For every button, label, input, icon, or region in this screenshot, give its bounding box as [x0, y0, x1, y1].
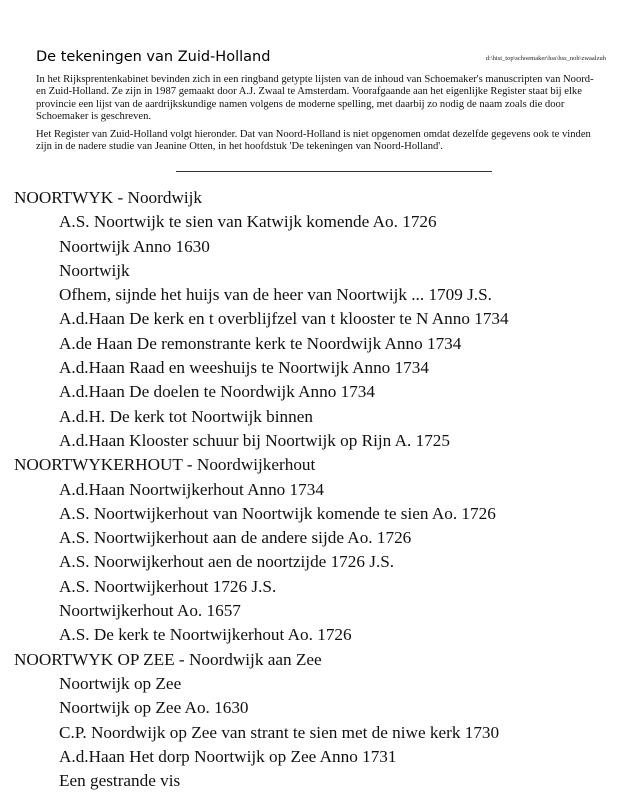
entry-list: [14, 478, 630, 648]
register-entry: A.S. Noortwijkerhout van Noortwijk komende te sien Ao. 1726: [59, 503, 496, 523]
register-entry: Noortwijk: [59, 260, 130, 280]
register-entry: Ofhem, sijnde het huijs van de heer van Noortwijk ... 1709 J.S.: [59, 285, 492, 305]
register-entry: Noortwijk op Zee: [59, 673, 182, 693]
register-entry: A.d.Haan De doelen te Noordwijk Anno 1734: [59, 382, 375, 402]
register-entry: A.S. Noortwijk te sien van Katwijk komende Ao. 1726: [59, 212, 437, 232]
intro-paragraph: In het Rijksprentenkabinet bevinden zich in een ringband getypte lijsten van de inhoud van Schoemaker's manuscripten van Noord- en Zuid-Holland. Ze zijn in 1987 gemaakt door A.J. Zwaal te Amsterdam. Voorafgaande aan het eigenlijke Register staat bij elke provincie een lijst van de aardrijkskundige namen volgens de moderne spelling, met daarbij zo nodig de naam zoals die door Schoemaker is geschreven.: [36, 74, 594, 123]
entry-list: [14, 210, 630, 453]
register-entry: A.d.H. De kerk tot Noortwijk binnen: [59, 406, 313, 426]
register-entry: Noortwijk Anno 1630: [59, 236, 210, 256]
register-entry: A.S. Noortwijkerhout aan de andere sijde Ao. 1726: [59, 528, 412, 548]
register-entry: Noortwijk op Zee Ao. 1630: [59, 698, 249, 718]
register-entry: A.d.Haan Noortwijkerhout Anno 1734: [59, 479, 324, 499]
register-entry: A.d.Haan Klooster schuur bij Noortwijk op Rijn A. 1725: [59, 430, 450, 450]
register-section-noortwykerhout: [14, 453, 630, 647]
register-entry: A.de Haan De remonstrante kerk te Noordwijk Anno 1734: [59, 333, 462, 353]
register-entry: A.S. De kerk te Noortwijkerhout Ao. 1726: [59, 625, 352, 645]
file-path: d:\hist_top\schoemaker\hss\hss_noh\zwaalzuh: [485, 55, 606, 62]
register-entry: A.d.Haan Raad en weeshuijs te Noortwijk Anno 1734: [59, 358, 429, 378]
entry-list: [14, 672, 630, 793]
section-heading: NOORTWYK OP ZEE - Noordwijk aan Zee: [14, 649, 322, 669]
register-entry: A.S. Noortwijkerhout 1726 J.S.: [59, 576, 277, 596]
register-section-noortwyk-op-zee: [14, 648, 630, 794]
register-entry: Een gestrande vis: [59, 771, 181, 791]
register-section-noortwyk: [14, 186, 630, 453]
register-entry: A.d.Haan De kerk en t overblijfzel van t klooster te N Anno 1734: [59, 309, 509, 329]
section-heading: NOORTWYK - Noordwijk: [14, 188, 203, 207]
register-list: [14, 186, 630, 793]
section-heading: NOORTWYKERHOUT - Noordwijkerhout: [14, 455, 316, 475]
page-title: De tekeningen van Zuid-Holland: [36, 49, 271, 65]
register-entry: C.P. Noordwijk op Zee van strant te sien met de niwe kerk 1730: [59, 722, 500, 742]
register-entry: A.S. Noorwijkerhout aen de noortzijde 1726 J.S.: [59, 552, 395, 572]
register-entry: A.d.Haan Het dorp Noortwijk op Zee Anno 1731: [59, 746, 397, 766]
register-entry: Noortwijkerhout Ao. 1657: [59, 601, 241, 621]
divider-rule: [176, 171, 492, 172]
intro-paragraph: Het Register van Zuid-Holland volgt hieronder. Dat van Noord-Holland is niet opgenomen omdat dezelfde gegevens ook te vinden zijn in de nadere studie van Jeanine Otten, in het hoofdstuk 'De tekeningen van Noord-Holland'.: [36, 128, 591, 153]
page-header: [36, 49, 606, 71]
intro-text: [36, 74, 606, 158]
